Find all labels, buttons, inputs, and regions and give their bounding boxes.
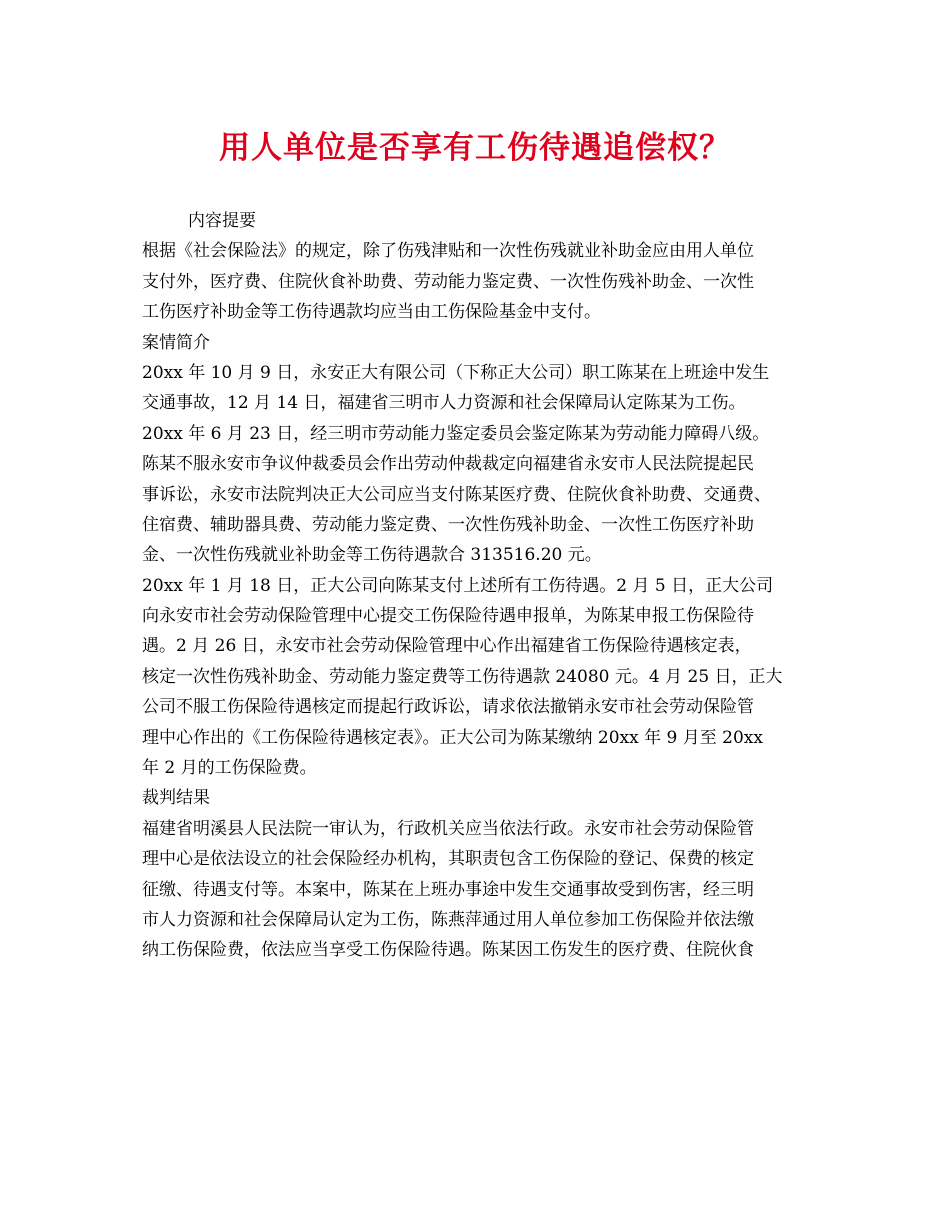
paragraph-line: 核定一次性伤残补助金、劳动能力鉴定费等工伤待遇款 24080 元。4 月 25 日，正大: [142, 666, 783, 687]
paragraph-line: 向永安市社会劳动保险管理中心提交工伤保险待遇申报单，为陈某申报工伤保险待: [142, 606, 754, 627]
paragraph-line: 遇。2 月 26 日，永安市社会劳动保险管理中心作出福建省工伤保险待遇核定表，: [142, 636, 752, 657]
paragraph-line: 陈某不服永安市争议仲裁委员会作出劳动仲裁裁定向福建省永安市人民法院提起民: [142, 454, 754, 475]
section-heading-summary: 内容提要: [188, 211, 256, 231]
paragraph-line: 金、一次性伤残就业补助金等工伤待遇款合 313516.20 元。: [142, 545, 602, 566]
paragraph-line: 交通事故，12 月 14 日，福建省三明市人力资源和社会保障局认定陈某为工伤。: [142, 393, 746, 414]
paragraph-line: 住宿费、辅助器具费、劳动能力鉴定费、一次性伤残补助金、一次性工伤医疗补助: [142, 514, 754, 535]
paragraph-line: 20xx 年 1 月 18 日，正大公司向陈某支付上述所有工伤待遇。2 月 5 日，正大公司: [142, 575, 774, 596]
paragraph-line: 公司不服工伤保险待遇核定而提起行政诉讼，请求依法撤销永安市社会劳动保险管: [142, 697, 754, 718]
section-heading-case: 案情简介: [142, 332, 210, 353]
paragraph-line: 理中心作出的《工伤保险待遇核定表》。正大公司为陈某缴纳 20xx 年 9 月至 20xx: [142, 727, 763, 748]
paragraph-line: 根据《社会保险法》的规定，除了伤残津贴和一次性伤残就业补助金应由用人单位: [142, 241, 754, 262]
paragraph-line: 工伤医疗补助金等工伤待遇款均应当由工伤保险基金中支付。: [142, 302, 601, 323]
paragraph-line: 20xx 年 6 月 23 日，经三明市劳动能力鉴定委员会鉴定陈某为劳动能力障碍八级。: [142, 423, 770, 444]
paragraph-line: 年 2 月的工伤保险费。: [142, 758, 317, 779]
paragraph-line: 事诉讼，永安市法院判决正大公司应当支付陈某医疗费、住院伙食补助费、交通费、: [142, 484, 771, 505]
paragraph-line: 纳工伤保险费，依法应当享受工伤保险待遇。陈某因工伤发生的医疗费、住院伙食: [142, 940, 754, 961]
paragraph-line: 市人力资源和社会保障局认定为工伤，陈燕萍通过用人单位参加工伤保险并依法缴: [142, 909, 754, 930]
paragraph-line: 20xx 年 10 月 9 日，永安正大有限公司（下称正大公司）职工陈某在上班途中发生: [142, 362, 770, 383]
paragraph-line: 福建省明溪县人民法院一审认为，行政机关应当依法行政。永安市社会劳动保险管: [142, 818, 754, 839]
document-title: 用人单位是否享有工伤待遇追偿权？: [219, 130, 731, 166]
document-body: [142, 206, 824, 966]
paragraph-line: 支付外，医疗费、住院伙食补助费、劳动能力鉴定费、一次性伤残补助金、一次性: [142, 271, 754, 292]
paragraph-line: 征缴、待遇支付等。本案中，陈某在上班办事途中发生交通事故受到伤害，经三明: [142, 879, 754, 900]
section-heading-verdict: 裁判结果: [142, 788, 210, 809]
paragraph-line: 理中心是依法设立的社会保险经办机构，其职责包含工伤保险的登记、保费的核定: [142, 849, 754, 870]
